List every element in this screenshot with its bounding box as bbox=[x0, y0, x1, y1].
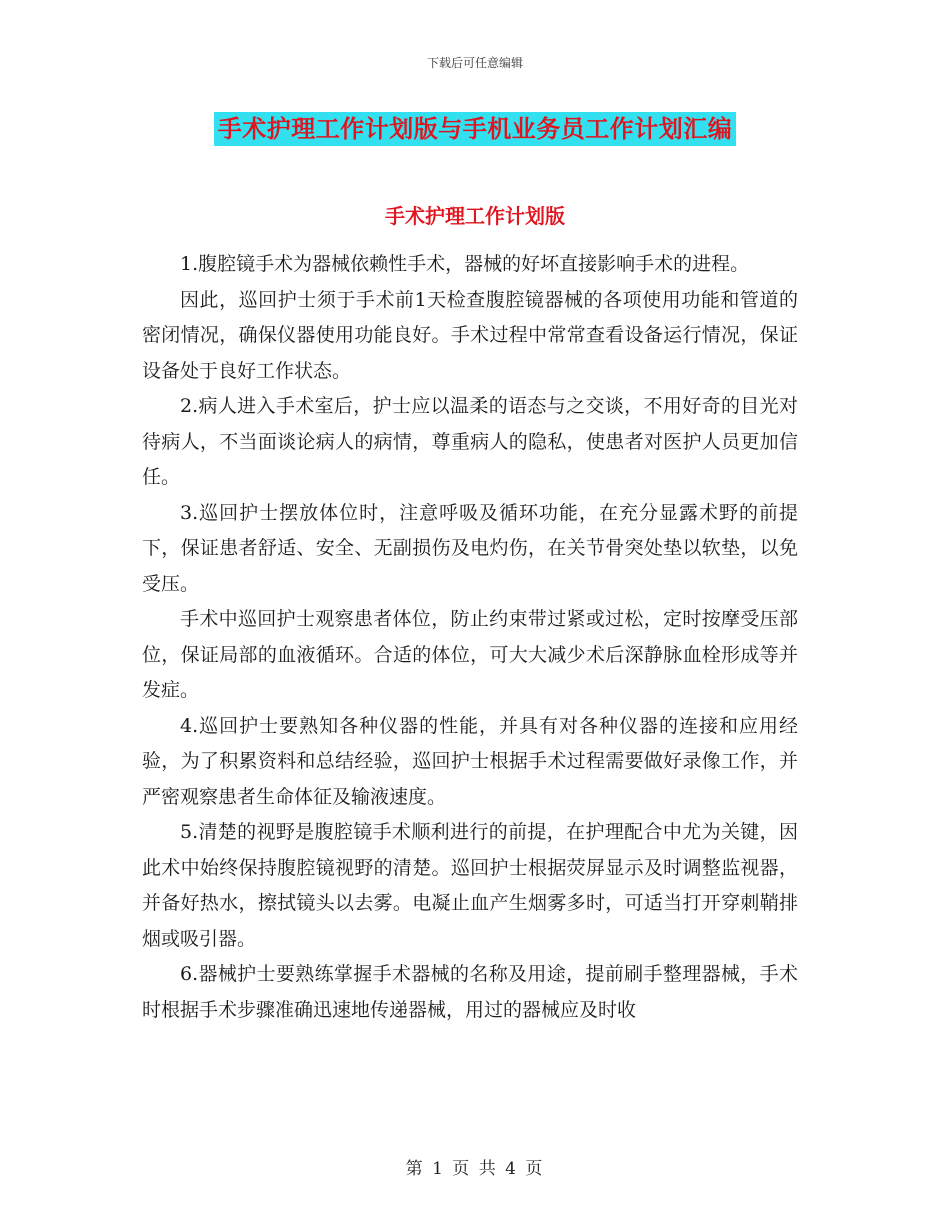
document-title-container bbox=[0, 112, 950, 146]
paragraph: 1.腹腔镜手术为器械依赖性手术，器械的好坏直接影响手术的进程。 bbox=[180, 253, 750, 275]
paragraph: 手术中巡回护士观察患者体位，防止约束带过紧或过松，定时按摩受压部位，保证局部的血液循环。合适的体位，可大大减少术后深静脉血栓形成等并发症。 bbox=[142, 608, 798, 701]
document-title: 手术护理工作计划版与手机业务员工作计划汇编 bbox=[214, 112, 737, 146]
page-number-footer: 第 1 页 共 4 页 bbox=[405, 1159, 545, 1179]
page-header-note: 下载后可任意编辑 bbox=[426, 56, 523, 70]
section-title: 手术护理工作计划版 bbox=[385, 204, 565, 228]
paragraph: 3.巡回护士摆放体位时，注意呼吸及循环功能，在充分显露术野的前提下，保证患者舒适、安全、无副损伤及电灼伤，在关节骨突处垫以软垫，以免受压。 bbox=[142, 501, 798, 595]
paragraph: 5.清楚的视野是腹腔镜手术顺利进行的前提，在护理配合中尤为关键，因此术中始终保持腹腔镜视野的清楚。巡回护士根据荧屏显示及时调整监视器，并备好热水，擦拭镜头以去雾。电凝止血产生烟雾多时，可适当打开穿刺鞘排烟或吸引器。 bbox=[142, 821, 798, 950]
paragraph: 因此，巡回护士须于手术前1天检查腹腔镜器械的各项使用功能和管道的密闭情况，确保仪器使用功能良好。手术过程中常常查看设备运行情况，保证设备处于良好工作状态。 bbox=[142, 288, 798, 382]
paragraph: 4.巡回护士要熟知各种仪器的性能，并具有对各种仪器的连接和应用经验，为了积累资料和总结经验，巡回护士根据手术过程需要做好录像工作，并严密观察患者生命体征及输液速度。 bbox=[142, 714, 798, 808]
paragraph: 6.器械护士要熟练掌握手术器械的名称及用途，提前刷手整理器械，手术时根据手术步骤准确迅速地传递器械，用过的器械应及时收 bbox=[142, 963, 798, 1021]
paragraph: 2.病人进入手术室后，护士应以温柔的语态与之交谈，不用好奇的目光对待病人，不当面谈论病人的病情，尊重病人的隐私，使患者对医护人员更加信任。 bbox=[142, 395, 798, 488]
document-body bbox=[142, 247, 798, 1028]
